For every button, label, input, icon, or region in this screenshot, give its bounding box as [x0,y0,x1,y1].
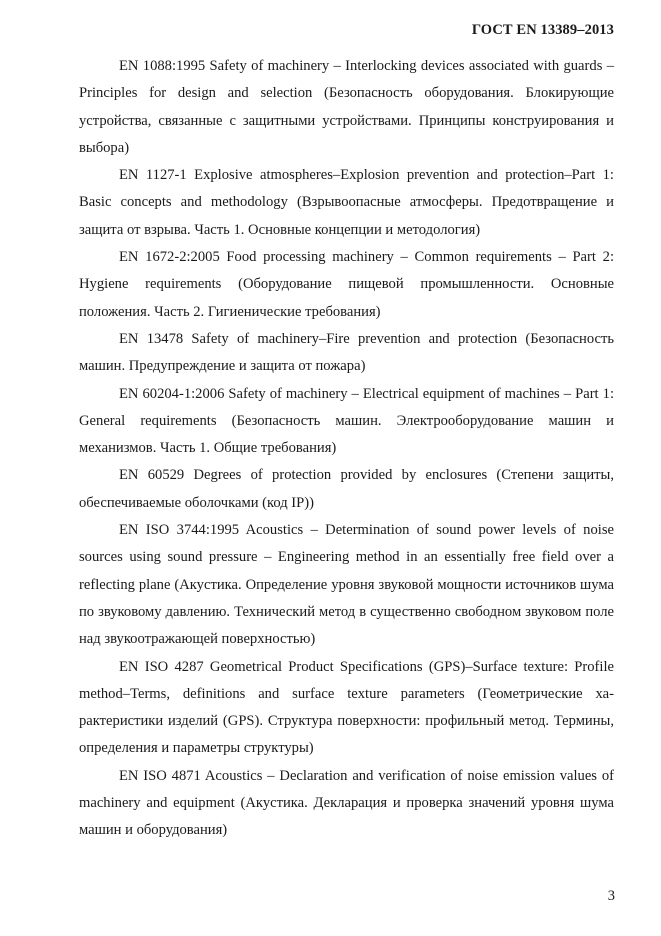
reference-en-iso-4287: EN ISO 4287 Geometrical Product Specifications (GPS)–Surface texture: Profile method–Terms, definitions and surface texture parameters (Геометрические характеристики изделий (GPS). Структура поверхности: профильный метод. Термины, определения и параметры структуры) [79,658,614,757]
normative-references-list [79,53,614,845]
reference-en-iso-4871: EN ISO 4871 Acoustics – Declaration and verification of noise emission values of machinery and equipment (Акустика. Декларация и проверка значений уровня шума машин и оборудования) [79,767,614,839]
page-header-standard-code: ГОСТ EN 13389–2013 [471,22,614,38]
reference-en-1088: EN 1088:1995 Safety of machinery – Interlocking devices associated with guards – Principles for design and selection (Безопасность оборудования. Блокирующие устройства, связанные с защитными устройствами. Принципы конструирования и выбора) [79,58,614,156]
reference-en-1127-1: EN 1127-1 Explosive atmospheres–Explosion prevention and protection–Part 1: Basic concepts and methodology (Взрывоопасные атмосферы. Предотвращение и защита от взрыва. Часть 1. Основные концепции и методология) [79,167,614,238]
reference-en-60529: EN 60529 Degrees of protection provided by enclosures (Степени защиты, обеспечиваемые оболочками (код IP)) [79,467,614,511]
reference-en-1672-2: EN 1672-2:2005 Food processing machinery – Common requirements – Part 2: Hygiene requirements (Оборудование пищевой промышленности. Основные положения. Часть 2. Гигиенические требования) [79,249,614,320]
reference-en-60204-1: EN 60204-1:2006 Safety of machinery – Electrical equipment of machines – Part 1: General requirements (Безопасность машин. Электрооборудование машин и механизмов. Часть 1. Общие требования) [79,385,614,457]
page-number: 3 [607,888,615,904]
reference-en-13478: EN 13478 Safety of machinery–Fire prevention and protection (Безопасность машин. Предупреждение и защита от пожара) [79,330,614,375]
reference-en-iso-3744: EN ISO 3744:1995 Acoustics – Determination of sound power levels of noise sources using sound pressure – Engineering method in an essentially free field over a reflecting plane (Акустика. Определение уровня звуковой мощности источников шума по звуковому давлению. Технический метод в существенно свободном звуковом поле над звукоотражающей поверхностью) [79,522,614,648]
